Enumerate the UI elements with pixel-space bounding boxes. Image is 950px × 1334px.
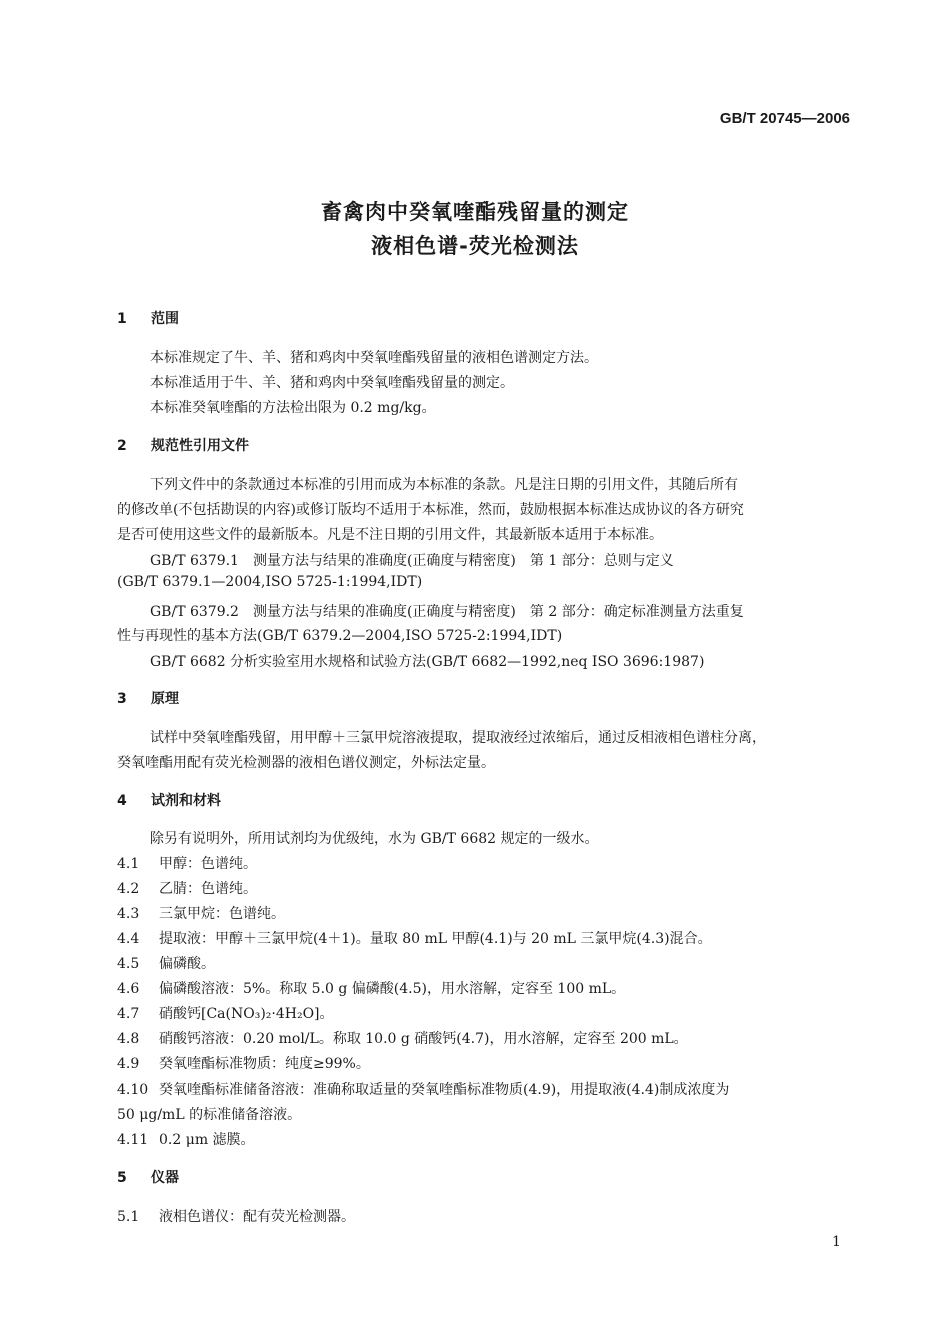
paragraph: 试样中癸氧喹酯残留，用甲醇＋三氯甲烷溶液提取，提取液经过浓缩后，通过反相液相色谱柱分离， [150, 730, 766, 746]
list-item-cont: 50 μg/mL 的标准储备溶液。 [117, 1107, 302, 1123]
list-item: 4.3 三氯甲烷：色谱纯。 [117, 906, 285, 922]
reference-item: GB/T 6682 分析实验室用水规格和试验方法(GB/T 6682—1992,neq ISO 3696:1987) [150, 654, 705, 670]
section-heading-scope: 1 范围 [117, 311, 179, 327]
paragraph: 本标准规定了牛、羊、猪和鸡肉中癸氧喹酯残留量的液相色谱测定方法。 [150, 350, 598, 366]
section-heading-apparatus: 5 仪器 [117, 1170, 179, 1186]
paragraph: 下列文件中的条款通过本标准的引用而成为本标准的条款。凡是注日期的引用文件，其随后所有 [150, 477, 738, 493]
list-item: 4.7 硝酸钙[Ca(NO₃)₂·4H₂O]。 [117, 1006, 334, 1022]
section-heading-principle: 3 原理 [117, 691, 179, 707]
section-heading-normative-references: 2 规范性引用文件 [117, 438, 249, 454]
list-item: 4.4 提取液：甲醇＋三氯甲烷(4＋1)。量取 80 mL 甲醇(4.1)与 20 mL 三氯甲烷(4.3)混合。 [117, 931, 712, 947]
paragraph: 除另有说明外，所用试剂均为优级纯，水为 GB/T 6682 规定的一级水。 [150, 831, 599, 847]
list-item: 4.6 偏磷酸溶液：5%。称取 5.0 g 偏磷酸(4.5)，用水溶解，定容至 100 mL。 [117, 981, 626, 997]
reference-item: GB/T 6379.2 测量方法与结果的准确度(正确度与精密度) 第 2 部分：确定标准测量方法重复 [150, 604, 744, 620]
list-item: 4.8 硝酸钙溶液：0.20 mol/L。称取 10.0 g 硝酸钙(4.7)，用水溶解，定容至 200 mL。 [117, 1031, 688, 1047]
list-item: 4.2 乙腈：色谱纯。 [117, 881, 257, 897]
reference-item-cont: (GB/T 6379.1—2004,ISO 5725-1:1994,IDT) [117, 574, 423, 590]
paragraph: 癸氧喹酯用配有荧光检测器的液相色谱仪测定，外标法定量。 [117, 755, 495, 771]
reference-item-cont: 性与再现性的基本方法(GB/T 6379.2—2004,ISO 5725-2:1994,IDT) [117, 628, 563, 644]
list-item: 4.10 癸氧喹酯标准储备溶液：准确称取适量的癸氧喹酯标准物质(4.9)，用提取液(4.4)制成浓度为 [117, 1082, 730, 1098]
list-item: 5.1 液相色谱仪：配有荧光检测器。 [117, 1209, 355, 1225]
page-number: 1 [832, 1234, 841, 1250]
document-title-line-1: 畜禽肉中癸氧喹酯残留量的测定 [321, 200, 629, 224]
paragraph: 的修改单(不包括勘误的内容)或修订版均不适用于本标准，然而，鼓励根据本标准达成协议的各方研究 [117, 502, 744, 518]
paragraph: 本标准适用于牛、羊、猪和鸡肉中癸氧喹酯残留量的测定。 [150, 375, 514, 391]
section-heading-reagents: 4 试剂和材料 [117, 793, 221, 809]
standard-number: GB/T 20745—2006 [719, 110, 850, 127]
list-item: 4.5 偏磷酸。 [117, 956, 215, 972]
reference-item: GB/T 6379.1 测量方法与结果的准确度(正确度与精密度) 第 1 部分：总则与定义 [150, 553, 674, 569]
paragraph: 本标准癸氧喹酯的方法检出限为 0.2 mg/kg。 [150, 400, 436, 416]
document-title-line-2: 液相色谱-荧光检测法 [371, 234, 579, 258]
list-item: 4.11 0.2 μm 滤膜。 [117, 1132, 255, 1148]
list-item: 4.9 癸氧喹酯标准物质：纯度≥99%。 [117, 1056, 370, 1072]
list-item: 4.1 甲醇：色谱纯。 [117, 856, 257, 872]
paragraph: 是否可使用这些文件的最新版本。凡是不注日期的引用文件，其最新版本适用于本标准。 [117, 527, 663, 543]
